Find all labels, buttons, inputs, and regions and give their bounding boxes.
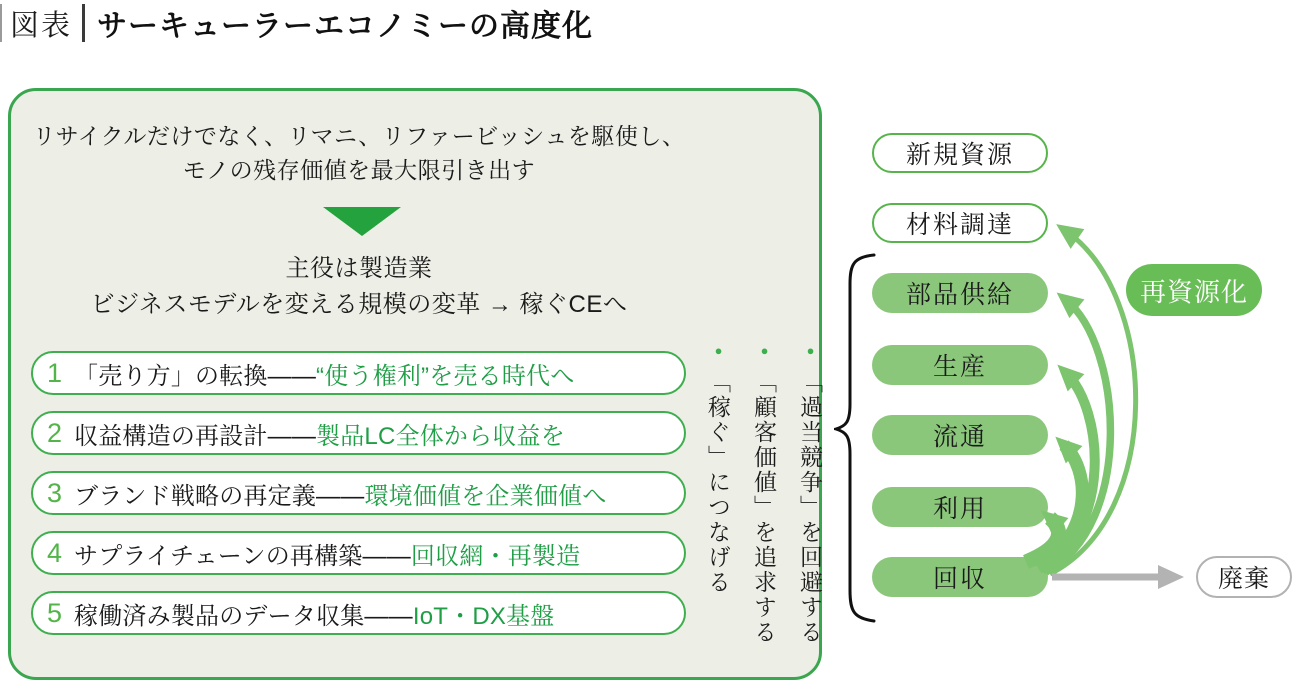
statement-line-1: 主役は製造業 [285,255,433,282]
goal-profit: ●「稼ぐ」につなげる [705,343,731,595]
item-text: サプライチェーンの再構築—— [74,542,411,570]
item-number: 4 [47,537,63,568]
item-highlight: 製品LC全体から収益を [316,422,565,450]
strategy-item-3 [31,471,686,515]
figure-label: 図表 [10,9,73,42]
item-highlight: 回収網・再製造 [410,542,581,570]
statement-line-2: ビジネスモデルを変える規模の変革 → 稼ぐCEへ [90,291,628,318]
bullet-dot-icon: ● [757,343,772,360]
stage-use: 利用 [872,487,1048,527]
recycle-pill: 再資源化 [1126,264,1262,316]
item-number: 5 [47,597,63,628]
page-title: サーキューラーエコノミーの高度化 [97,10,594,43]
bullet-dot-icon: ● [803,343,818,360]
item-text: 「売り方」の転換—— [74,362,317,390]
stage-production: 生産 [872,345,1048,385]
recycle-arrow-to-production [1042,373,1095,570]
intro-line-1: リサイクルだけでなく、リマニ、リファービッシュを駆使し、 [32,123,686,149]
item-highlight: IoT・DX基盤 [412,602,555,630]
statement-text [27,251,691,323]
stage-material-procurement: 材料調達 [872,203,1048,243]
header [0,2,593,44]
bullet-dot-icon: ● [711,343,726,360]
goal-customer-value: ●「顧客価値」を追求する [751,343,777,645]
waste-pill: 廃棄 [1196,556,1292,598]
item-highlight: “使う権利”を売る時代へ [316,362,575,390]
strategy-item-2 [31,411,686,455]
goal-avoid-competition: ●「過当競争」を回避する [797,343,823,645]
down-triangle-icon [323,207,401,236]
strategy-item-5 [31,591,686,635]
stage-new-resources: 新規資源 [872,133,1048,173]
item-number: 3 [47,477,63,508]
item-highlight: 環境価値を企業価値へ [364,482,607,510]
item-text: 収益構造の再設計—— [74,422,317,450]
recycle-arrow-to-material [1050,231,1136,574]
stage-parts-supply: 部品供給 [872,273,1048,313]
stage-collection: 回収 [872,557,1048,597]
item-text: ブランド戦略の再定義—— [74,482,365,510]
goals-vertical-text [689,343,827,683]
item-text: 稼働済み製品のデータ収集—— [74,602,413,630]
item-number: 2 [47,417,63,448]
stage-distribution: 流通 [872,415,1048,455]
main-box [8,88,822,680]
item-number: 1 [47,357,63,388]
recycle-arrow-to-parts [1046,300,1110,572]
strategy-item-1 [31,351,686,395]
strategy-item-4 [31,531,686,575]
intro-text [27,119,691,187]
intro-line-2: モノの残存価値を最大限引き出す [182,157,536,183]
